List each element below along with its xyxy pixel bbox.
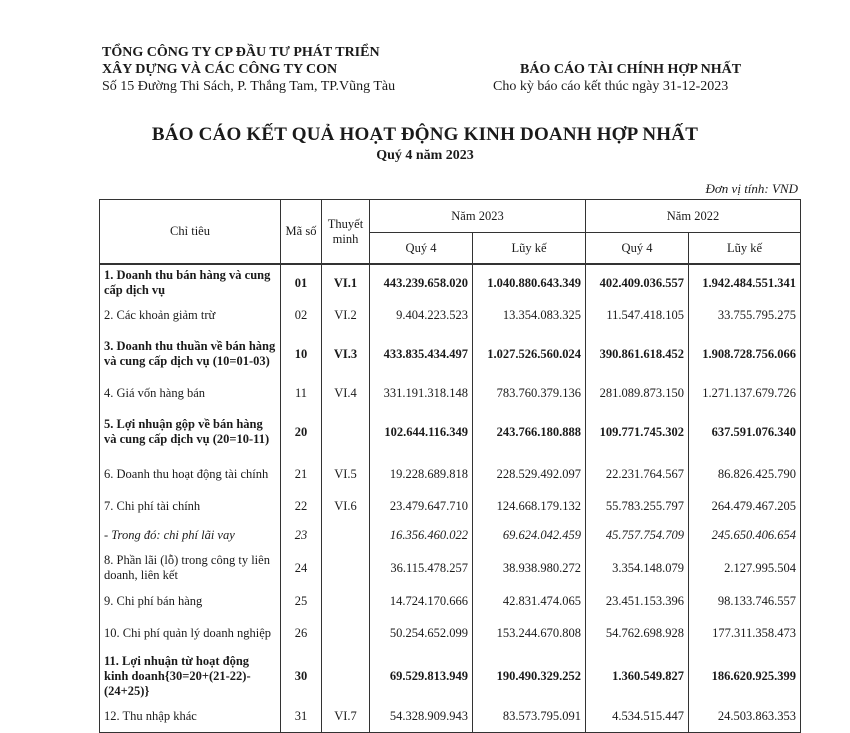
row-ytd-2023: 190.490.329.252 — [473, 651, 586, 702]
row-q4-2022: 22.231.764.567 — [586, 457, 689, 491]
row-note — [322, 549, 370, 587]
row-label: 2. Các khoản giảm trừ — [100, 301, 281, 329]
row-label: 6. Doanh thu hoạt động tài chính — [100, 457, 281, 491]
row-label: 1. Doanh thu bán hàng và cung cấp dịch vụ — [100, 264, 281, 301]
row-ytd-2023: 13.354.083.325 — [473, 301, 586, 329]
company-name-line1: TỔNG CÔNG TY CP ĐẦU TƯ PHÁT TRIỂN — [102, 45, 380, 60]
row-q4-2022: 390.861.618.452 — [586, 329, 689, 379]
row-label: 11. Lợi nhuận từ hoạt động kinh doanh{30=20+(21-22)-(24+25)} — [100, 651, 281, 702]
row-code: 31 — [281, 702, 322, 732]
row-note — [322, 615, 370, 651]
row-ytd-2022: 33.755.795.275 — [689, 301, 801, 329]
currency-unit: Đơn vị tính: VND — [705, 181, 798, 196]
row-q4-2022: 3.354.148.079 — [586, 549, 689, 587]
row-q4-2022: 11.547.418.105 — [586, 301, 689, 329]
row-code: 23 — [281, 521, 322, 549]
page-subtitle: Quý 4 năm 2023 — [376, 148, 474, 163]
row-q4-2023: 50.254.652.099 — [370, 615, 473, 651]
row-ytd-2022: 245.650.406.654 — [689, 521, 801, 549]
row-ytd-2022: 1.942.484.551.341 — [689, 264, 801, 301]
header-indicator: Chỉ tiêu — [100, 200, 281, 265]
row-label: 4. Giá vốn hàng bán — [100, 379, 281, 407]
row-note — [322, 587, 370, 615]
row-ytd-2022: 24.503.863.353 — [689, 702, 801, 732]
row-q4-2022: 4.534.515.447 — [586, 702, 689, 732]
table-row — [100, 702, 801, 732]
row-ytd-2023: 243.766.180.888 — [473, 407, 586, 457]
header-year-2022: Năm 2022 — [586, 200, 801, 233]
header-ytd-2022: Lũy kế — [689, 233, 801, 265]
row-ytd-2022: 2.127.995.504 — [689, 549, 801, 587]
row-ytd-2022: 637.591.076.340 — [689, 407, 801, 457]
row-ytd-2022: 264.479.467.205 — [689, 491, 801, 521]
row-ytd-2023: 124.668.179.132 — [473, 491, 586, 521]
row-code: 11 — [281, 379, 322, 407]
row-q4-2022: 45.757.754.709 — [586, 521, 689, 549]
row-label: - Trong đó: chi phí lãi vay — [100, 521, 281, 549]
row-ytd-2023: 83.573.795.091 — [473, 702, 586, 732]
header-year-2023: Năm 2023 — [370, 200, 586, 233]
row-q4-2023: 9.404.223.523 — [370, 301, 473, 329]
table-row — [100, 521, 801, 549]
table-row — [100, 329, 801, 379]
row-label: 10. Chi phí quản lý doanh nghiệp — [100, 615, 281, 651]
row-ytd-2023: 783.760.379.136 — [473, 379, 586, 407]
row-ytd-2023: 1.040.880.643.349 — [473, 264, 586, 301]
row-note — [322, 651, 370, 702]
row-note: VI.6 — [322, 491, 370, 521]
row-label: 7. Chi phí tài chính — [100, 491, 281, 521]
page-title: BÁO CÁO KẾT QUẢ HOẠT ĐỘNG KINH DOANH HỢP NHẤT — [151, 124, 699, 145]
row-code: 25 — [281, 587, 322, 615]
row-ytd-2023: 42.831.474.065 — [473, 587, 586, 615]
row-q4-2023: 443.239.658.020 — [370, 264, 473, 301]
row-q4-2022: 281.089.873.150 — [586, 379, 689, 407]
row-ytd-2022: 86.826.425.790 — [689, 457, 801, 491]
row-q4-2023: 331.191.318.148 — [370, 379, 473, 407]
row-note: VI.7 — [322, 702, 370, 732]
row-note — [322, 521, 370, 549]
row-ytd-2023: 153.244.670.808 — [473, 615, 586, 651]
row-q4-2023: 16.356.460.022 — [370, 521, 473, 549]
row-q4-2022: 402.409.036.557 — [586, 264, 689, 301]
table-row — [100, 457, 801, 491]
table-row — [100, 379, 801, 407]
row-code: 22 — [281, 491, 322, 521]
row-label: 8. Phần lãi (lỗ) trong công ty liên doanh, liên kết — [100, 549, 281, 587]
row-code: 24 — [281, 549, 322, 587]
header-q4-2022: Quý 4 — [586, 233, 689, 265]
row-label: 9. Chi phí bán hàng — [100, 587, 281, 615]
row-ytd-2022: 1.271.137.679.726 — [689, 379, 801, 407]
header-code: Mã số — [281, 200, 322, 265]
company-name-line2: XÂY DỰNG VÀ CÁC CÔNG TY CON — [102, 62, 338, 77]
row-code: 10 — [281, 329, 322, 379]
row-code: 20 — [281, 407, 322, 457]
table-row — [100, 407, 801, 457]
row-ytd-2022: 177.311.358.473 — [689, 615, 801, 651]
row-ytd-2022: 98.133.746.557 — [689, 587, 801, 615]
row-code: 26 — [281, 615, 322, 651]
row-q4-2023: 14.724.170.666 — [370, 587, 473, 615]
row-q4-2023: 19.228.689.818 — [370, 457, 473, 491]
row-note: VI.1 — [322, 264, 370, 301]
row-ytd-2023: 228.529.492.097 — [473, 457, 586, 491]
row-q4-2023: 36.115.478.257 — [370, 549, 473, 587]
row-ytd-2023: 38.938.980.272 — [473, 549, 586, 587]
row-ytd-2022: 186.620.925.399 — [689, 651, 801, 702]
row-note: VI.5 — [322, 457, 370, 491]
report-type: BÁO CÁO TÀI CHÍNH HỢP NHẤT — [520, 62, 742, 77]
row-note: VI.3 — [322, 329, 370, 379]
header-ytd-2023: Lũy kế — [473, 233, 586, 265]
header-note: Thuyết minh — [322, 200, 370, 265]
row-q4-2022: 55.783.255.797 — [586, 491, 689, 521]
table-row — [100, 587, 801, 615]
row-ytd-2022: 1.908.728.756.066 — [689, 329, 801, 379]
table-row — [100, 549, 801, 587]
table-row — [100, 651, 801, 702]
row-code: 30 — [281, 651, 322, 702]
row-note: VI.4 — [322, 379, 370, 407]
row-q4-2022: 109.771.745.302 — [586, 407, 689, 457]
table-row — [100, 615, 801, 651]
row-label: 12. Thu nhập khác — [100, 702, 281, 732]
row-note — [322, 407, 370, 457]
row-ytd-2023: 69.624.042.459 — [473, 521, 586, 549]
row-q4-2023: 54.328.909.943 — [370, 702, 473, 732]
row-q4-2023: 102.644.116.349 — [370, 407, 473, 457]
table-row — [100, 301, 801, 329]
row-code: 21 — [281, 457, 322, 491]
report-period: Cho kỳ báo cáo kết thúc ngày 31-12-2023 — [493, 79, 729, 94]
row-note: VI.2 — [322, 301, 370, 329]
income-statement-table — [99, 199, 801, 733]
row-code: 02 — [281, 301, 322, 329]
row-q4-2023: 69.529.813.949 — [370, 651, 473, 702]
table-row — [100, 264, 801, 301]
row-ytd-2023: 1.027.526.560.024 — [473, 329, 586, 379]
company-address: Số 15 Đường Thi Sách, P. Thắng Tam, TP.Vũng Tàu — [102, 79, 396, 94]
row-q4-2023: 433.835.434.497 — [370, 329, 473, 379]
row-q4-2022: 1.360.549.827 — [586, 651, 689, 702]
row-label: 5. Lợi nhuận gộp về bán hàng và cung cấp dịch vụ (20=10-11) — [100, 407, 281, 457]
row-label: 3. Doanh thu thuần về bán hàng và cung cấp dịch vụ (10=01-03) — [100, 329, 281, 379]
row-q4-2022: 23.451.153.396 — [586, 587, 689, 615]
row-q4-2023: 23.479.647.710 — [370, 491, 473, 521]
row-q4-2022: 54.762.698.928 — [586, 615, 689, 651]
header-q4-2023: Quý 4 — [370, 233, 473, 265]
table-row — [100, 491, 801, 521]
row-code: 01 — [281, 264, 322, 301]
